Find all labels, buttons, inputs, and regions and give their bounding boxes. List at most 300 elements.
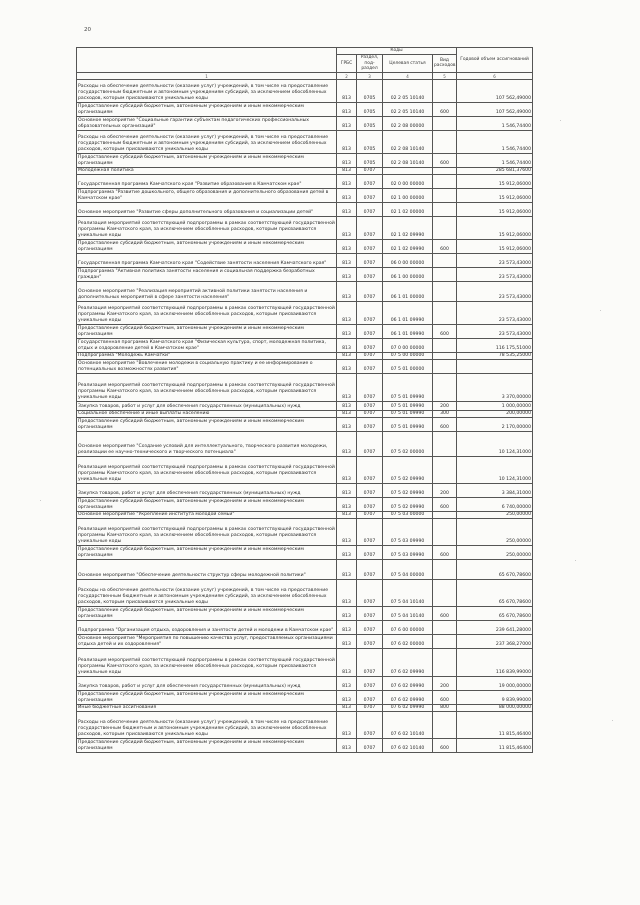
- row-target: 07 5 02 00000: [383, 431, 433, 456]
- row-amount: 15 912,06000: [457, 239, 533, 253]
- table-row: [77, 167, 533, 174]
- table-row: [77, 102, 533, 116]
- row-vr: [433, 648, 457, 676]
- header-name-cell: [77, 48, 337, 73]
- row-target: 06 1 01 00000: [383, 281, 433, 301]
- row-grbs: 813: [337, 545, 357, 559]
- row-grbs: 813: [337, 253, 357, 267]
- scan-speck: [560, 120, 561, 121]
- row-grbs: 813: [337, 188, 357, 202]
- row-amount: 237 368,27000: [457, 634, 533, 648]
- row-section: 0707: [357, 511, 383, 518]
- row-section: 0705: [357, 130, 383, 153]
- table-row: [77, 359, 533, 373]
- row-amount: 250,00000: [457, 518, 533, 545]
- table-row: [77, 497, 533, 511]
- row-name: Предоставление субсидий бюджетным, автономным учреждениям и иным некоммерческим организациям: [77, 239, 337, 253]
- row-grbs: 813: [337, 511, 357, 518]
- row-section: 0707: [357, 620, 383, 634]
- row-grbs: 813: [337, 704, 357, 711]
- row-vr: [433, 281, 457, 301]
- row-name: Предоставление субсидий бюджетным, автономным учреждениям и иным некоммерческим организациям: [77, 153, 337, 167]
- row-name: Реализация мероприятий соответствующей подпрограммы в рамках соответствующей государственной программы Камчатского края, за исключением обособленных расходов, которым присваиваются уникальные коды: [77, 456, 337, 483]
- row-name: Основное мероприятие "Мероприятия по повышению качества услуг, предоставляемых организациями отдыха детей и их оздоровления": [77, 634, 337, 648]
- col-number: 3: [357, 72, 383, 79]
- row-name: Основное мероприятие "Развитие сферы дополнительного образования и социализации детей": [77, 202, 337, 216]
- row-target: 07 0 00 00000: [383, 338, 433, 352]
- table-row: [77, 253, 533, 267]
- header-section: Раздел, под-раздел: [357, 55, 383, 73]
- row-section: 0705: [357, 153, 383, 167]
- row-grbs: 813: [337, 281, 357, 301]
- table-row: [77, 738, 533, 752]
- col-number: 5: [433, 72, 457, 79]
- scan-speck: [612, 720, 613, 721]
- row-vr: [433, 711, 457, 738]
- row-grbs: 813: [337, 518, 357, 545]
- row-section: 0705: [357, 102, 383, 116]
- row-grbs: 813: [337, 579, 357, 606]
- row-name: Расходы на обеспечение деятельности (оказание услуг) учреждений, в том числе на предоставление государственным бюджетным и автономным учреждениям субсидий, за исключением обособленных расходов, которым присваиваются уникальные коды: [77, 711, 337, 738]
- header-amount: Годовой объем ассигнований: [457, 48, 533, 73]
- row-target: 07 5 03 09990: [383, 545, 433, 559]
- row-name: Предоставление субсидий бюджетным, автономным учреждениям и иным некоммерческим организациям: [77, 417, 337, 431]
- row-target: 02 2 08 10140: [383, 153, 433, 167]
- row-name: Предоставление субсидий бюджетным, автономным учреждениям и иным некоммерческим организациям: [77, 324, 337, 338]
- row-grbs: 813: [337, 174, 357, 188]
- row-target: 07 6 02 10140: [383, 738, 433, 752]
- row-name: Реализация мероприятий соответствующей подпрограммы в рамках соответствующей государственной программы Камчатского края, за исключением обособленных расходов, которым присваиваются уникальные коды: [77, 518, 337, 545]
- row-name: Расходы на обеспечение деятельности (оказание услуг) учреждений, в том числе на предоставление государственным бюджетным и автономным учреждениям субсидий, за исключением обособленных расходов, которым присваиваются уникальные коды: [77, 79, 337, 102]
- table-row: [77, 130, 533, 153]
- row-grbs: 813: [337, 267, 357, 281]
- row-section: 0707: [357, 338, 383, 352]
- header-grbs: ГРБС: [337, 55, 357, 73]
- row-target: 07 6 02 09990: [383, 704, 433, 711]
- row-target: 02 1 00 00000: [383, 188, 433, 202]
- row-vr: [433, 518, 457, 545]
- row-name: Реализация мероприятий соответствующей подпрограммы в рамках соответствующей государственной программы Камчатского края, за исключением обособленных расходов, которым присваиваются уникальные коды: [77, 301, 337, 324]
- row-vr: [433, 130, 457, 153]
- table-row: [77, 676, 533, 690]
- row-name: Предоставление субсидий бюджетным, автономным учреждениям и иным некоммерческим организациям: [77, 545, 337, 559]
- table-row: [77, 373, 533, 401]
- row-amount: 9 839,99000: [457, 690, 533, 704]
- table-row: [77, 188, 533, 202]
- row-vr: [433, 216, 457, 239]
- row-name: Реализация мероприятий соответствующей подпрограммы в рамках соответствующей государственной программы Камчатского края, за исключением обособленных расходов, которым присваиваются уникальные коды: [77, 373, 337, 401]
- row-target: 07 5 00 00000: [383, 352, 433, 359]
- row-name: Основное мероприятие "Социальные гарантии субъектам педагогических профессиональных образовательных организаций": [77, 116, 337, 130]
- table-row: [77, 690, 533, 704]
- table-row: [77, 620, 533, 634]
- row-target: 07 5 01 09990: [383, 373, 433, 401]
- row-amount: 23 573,43000: [457, 301, 533, 324]
- row-section: 0707: [357, 579, 383, 606]
- table-row: [77, 606, 533, 620]
- row-grbs: 813: [337, 239, 357, 253]
- row-target: [383, 167, 433, 174]
- row-target: 02 2 05 10140: [383, 102, 433, 116]
- row-name: Государственная программа Камчатского края "Физическая культура, спорт, молодежная политика, отдых и оздоровление детей в Камчатском крае": [77, 338, 337, 352]
- row-name: Молодежная политика: [77, 167, 337, 174]
- page-number: 20: [84, 27, 91, 33]
- row-amount: 10 124,31000: [457, 431, 533, 456]
- row-amount: 11 815,46400: [457, 711, 533, 738]
- row-amount: 23 573,43000: [457, 253, 533, 267]
- row-name: Реализация мероприятий соответствующей подпрограммы в рамках соответствующей государственной программы Камчатского края, за исключением обособленных расходов, которым присваиваются уникальные коды: [77, 216, 337, 239]
- row-vr: [433, 79, 457, 102]
- row-section: 0707: [357, 711, 383, 738]
- row-amount: 23 573,43000: [457, 267, 533, 281]
- row-vr: [433, 267, 457, 281]
- row-grbs: 813: [337, 102, 357, 116]
- table-row: [77, 579, 533, 606]
- row-vr: 600: [433, 738, 457, 752]
- row-target: 02 2 05 10140: [383, 79, 433, 102]
- row-section: 0707: [357, 497, 383, 511]
- row-target: 07 6 02 09990: [383, 676, 433, 690]
- row-name: Основное мероприятие "Обеспечение деятельности структур сферы молодежной политики": [77, 559, 337, 579]
- row-target: 07 5 01 00000: [383, 359, 433, 373]
- row-name: Предоставление субсидий бюджетным, автономным учреждениям и иным некоммерческим организациям: [77, 738, 337, 752]
- row-vr: [433, 253, 457, 267]
- row-name: Социальное обеспечение и иные выплаты населению: [77, 410, 337, 417]
- header-codes: Коды: [337, 48, 457, 55]
- row-name: Реализация мероприятий соответствующей подпрограммы в рамках соответствующей государственной программы Камчатского края, за исключением обособленных расходов, которым присваиваются уникальные коды: [77, 648, 337, 676]
- row-vr: 300: [433, 410, 457, 417]
- row-section: 0707: [357, 559, 383, 579]
- row-vr: [433, 338, 457, 352]
- row-vr: 600: [433, 606, 457, 620]
- row-section: 0705: [357, 116, 383, 130]
- row-grbs: 813: [337, 690, 357, 704]
- row-grbs: 813: [337, 410, 357, 417]
- row-section: 0707: [357, 431, 383, 456]
- row-amount: 1 546,74400: [457, 130, 533, 153]
- row-name: Закупка товаров, работ и услуг для обеспечения государственных (муниципальных) нужд: [77, 676, 337, 690]
- row-name: Подпрограмма "Организация отдыха, оздоровления и занятости детей и молодежи в Камчатском крае": [77, 620, 337, 634]
- row-target: 07 5 03 00000: [383, 511, 433, 518]
- row-target: 07 5 01 09990: [383, 401, 433, 410]
- row-section: 0707: [357, 634, 383, 648]
- row-vr: [433, 116, 457, 130]
- row-section: 0707: [357, 704, 383, 711]
- table-row: [77, 518, 533, 545]
- row-name: Закупка товаров, работ и услуг для обеспечения государственных (муниципальных) нужд: [77, 483, 337, 497]
- row-grbs: 813: [337, 620, 357, 634]
- row-section: 0707: [357, 359, 383, 373]
- table-row: [77, 116, 533, 130]
- row-amount: 107 562,49000: [457, 102, 533, 116]
- row-section: 0707: [357, 401, 383, 410]
- scan-speck: [600, 310, 601, 311]
- row-grbs: 813: [337, 676, 357, 690]
- row-vr: [433, 174, 457, 188]
- table-row: [77, 483, 533, 497]
- row-target: 07 5 02 09990: [383, 456, 433, 483]
- row-target: 02 1 02 09990: [383, 239, 433, 253]
- row-amount: 15 912,06000: [457, 216, 533, 239]
- row-grbs: 813: [337, 373, 357, 401]
- row-grbs: 813: [337, 116, 357, 130]
- row-vr: [433, 559, 457, 579]
- row-amount: 11 815,46400: [457, 738, 533, 752]
- row-vr: [433, 301, 457, 324]
- row-vr: [433, 359, 457, 373]
- row-target: 07 6 02 09990: [383, 648, 433, 676]
- row-grbs: 813: [337, 648, 357, 676]
- table-row: [77, 648, 533, 676]
- header-target: Целевая статья: [383, 55, 433, 73]
- row-target: 07 5 04 00000: [383, 559, 433, 579]
- row-section: 0707: [357, 267, 383, 281]
- row-section: 0707: [357, 216, 383, 239]
- table-row: [77, 281, 533, 301]
- row-vr: [433, 352, 457, 359]
- row-grbs: 813: [337, 167, 357, 174]
- row-vr: 200: [433, 676, 457, 690]
- row-section: 0707: [357, 324, 383, 338]
- row-amount: 15 912,06000: [457, 188, 533, 202]
- budget-table: [76, 47, 533, 753]
- row-section: 0707: [357, 417, 383, 431]
- row-vr: [433, 456, 457, 483]
- row-name: Государственная программа Камчатского края "Содействие занятости населения Камчатского края": [77, 253, 337, 267]
- col-number: 6: [457, 72, 533, 79]
- row-target: 07 6 02 10140: [383, 711, 433, 738]
- row-amount: 78 535,25000: [457, 352, 533, 359]
- row-grbs: 813: [337, 79, 357, 102]
- row-vr: 800: [433, 704, 457, 711]
- row-amount: 23 573,43000: [457, 324, 533, 338]
- row-target: 02 2 08 10140: [383, 130, 433, 153]
- row-vr: 600: [433, 153, 457, 167]
- row-amount: 23 573,43000: [457, 281, 533, 301]
- table-row: [77, 239, 533, 253]
- table-row: [77, 634, 533, 648]
- row-grbs: 813: [337, 456, 357, 483]
- row-grbs: 813: [337, 338, 357, 352]
- row-vr: [433, 431, 457, 456]
- row-amount: 285 681,37600: [457, 167, 533, 174]
- row-section: 0707: [357, 373, 383, 401]
- col-number: 2: [337, 72, 357, 79]
- row-grbs: 813: [337, 559, 357, 579]
- row-grbs: 813: [337, 711, 357, 738]
- row-vr: [433, 373, 457, 401]
- table-row: [77, 153, 533, 167]
- row-grbs: 813: [337, 417, 357, 431]
- row-vr: 600: [433, 417, 457, 431]
- row-section: 0707: [357, 690, 383, 704]
- row-vr: [433, 167, 457, 174]
- row-amount: 1 546,74400: [457, 116, 533, 130]
- row-section: 0707: [357, 188, 383, 202]
- table-body: [77, 79, 533, 752]
- header-vr: Вид расходов: [433, 55, 457, 73]
- table-row: [77, 174, 533, 188]
- row-vr: 200: [433, 483, 457, 497]
- row-target: 07 5 04 10140: [383, 606, 433, 620]
- row-section: 0707: [357, 410, 383, 417]
- row-grbs: 813: [337, 324, 357, 338]
- row-target: 06 1 01 09990: [383, 324, 433, 338]
- row-target: 02 2 08 00000: [383, 116, 433, 130]
- row-section: 0707: [357, 239, 383, 253]
- row-amount: 19 000,00000: [457, 676, 533, 690]
- row-grbs: 813: [337, 153, 357, 167]
- row-section: 0707: [357, 545, 383, 559]
- row-name: Предоставление субсидий бюджетным, автономным учреждениям и иным некоммерческим организациям: [77, 102, 337, 116]
- row-target: 07 5 03 09990: [383, 518, 433, 545]
- row-grbs: 813: [337, 352, 357, 359]
- row-amount: [457, 359, 533, 373]
- row-amount: 250,00000: [457, 545, 533, 559]
- row-section: 0707: [357, 281, 383, 301]
- row-grbs: 813: [337, 634, 357, 648]
- row-grbs: 813: [337, 431, 357, 456]
- row-target: 07 5 01 09990: [383, 417, 433, 431]
- row-target: 02 1 02 09990: [383, 216, 433, 239]
- row-section: 0707: [357, 518, 383, 545]
- row-name: Расходы на обеспечение деятельности (оказание услуг) учреждений, в том числе на предоставление государственным бюджетным и автономным учреждениям субсидий, за исключением обособленных расходов, которым присваиваются уникальные коды: [77, 130, 337, 153]
- row-target: 02 1 02 00000: [383, 202, 433, 216]
- row-amount: 200,00000: [457, 410, 533, 417]
- row-grbs: 813: [337, 606, 357, 620]
- table-row: [77, 456, 533, 483]
- row-name: Государственная программа Камчатского края "Развитие образования в Камчатском крае": [77, 174, 337, 188]
- row-vr: 600: [433, 690, 457, 704]
- row-vr: 600: [433, 102, 457, 116]
- table-row: [77, 338, 533, 352]
- row-name: Расходы на обеспечение деятельности (оказание услуг) учреждений, в том числе на предоставление государственным бюджетным и автономным учреждениям субсидий, за исключением обособленных расходов, которым присваиваются уникальные коды: [77, 579, 337, 606]
- row-amount: 116 839,99000: [457, 648, 533, 676]
- row-amount: 65 670,78600: [457, 579, 533, 606]
- table-row: [77, 417, 533, 431]
- row-section: 0707: [357, 456, 383, 483]
- row-vr: 600: [433, 324, 457, 338]
- row-target: 02 0 00 00000: [383, 174, 433, 188]
- row-grbs: 813: [337, 359, 357, 373]
- table-row: [77, 410, 533, 417]
- table-row: [77, 202, 533, 216]
- table-row: [77, 216, 533, 239]
- row-amount: 116 175,51000: [457, 338, 533, 352]
- row-name: Подпрограмма "Развитие дошкольного, общего образования и дополнительного образования детей в Камчатском крае": [77, 188, 337, 202]
- row-name: Основное мероприятие "Реализация мероприятий активной политики занятости населения и дополнительных мероприятий в сфере занятости населения": [77, 281, 337, 301]
- row-amount: 6 740,00000: [457, 497, 533, 511]
- row-vr: [433, 579, 457, 606]
- row-vr: [433, 634, 457, 648]
- table-row: [77, 704, 533, 711]
- row-section: 0707: [357, 202, 383, 216]
- row-section: 0707: [357, 253, 383, 267]
- row-grbs: 813: [337, 483, 357, 497]
- row-vr: [433, 511, 457, 518]
- row-name: Основное мероприятие "Вовлечение молодежи в социальную практику и ее информирование о потенциальных возможностях развития": [77, 359, 337, 373]
- row-amount: 107 562,49000: [457, 79, 533, 102]
- row-section: 0707: [357, 738, 383, 752]
- row-amount: 15 912,06000: [457, 174, 533, 188]
- row-section: 0707: [357, 167, 383, 174]
- row-amount: 88 000,00000: [457, 704, 533, 711]
- row-name: Предоставление субсидий бюджетным, автономным учреждениям и иным некоммерческим организациям: [77, 690, 337, 704]
- row-vr: [433, 188, 457, 202]
- table-row: [77, 267, 533, 281]
- row-amount: 3 370,00000: [457, 373, 533, 401]
- row-amount: 1 000,00000: [457, 401, 533, 410]
- row-target: 07 5 02 09990: [383, 497, 433, 511]
- row-vr: 600: [433, 497, 457, 511]
- row-grbs: 813: [337, 202, 357, 216]
- row-vr: [433, 202, 457, 216]
- row-name: Основное мероприятие "Создание условий для интеллектуального, творческого развития молодежи, реализации ее научно-технического и творческого потенциала": [77, 431, 337, 456]
- scan-speck: [575, 560, 576, 561]
- row-target: 06 0 00 00000: [383, 253, 433, 267]
- table-row: [77, 511, 533, 518]
- row-grbs: 813: [337, 738, 357, 752]
- table-row: [77, 431, 533, 456]
- row-amount: 10 124,31000: [457, 456, 533, 483]
- row-amount: 2 170,00000: [457, 417, 533, 431]
- row-amount: 239 641,28000: [457, 620, 533, 634]
- row-section: 0707: [357, 483, 383, 497]
- row-grbs: 813: [337, 301, 357, 324]
- row-section: 0705: [357, 79, 383, 102]
- row-grbs: 813: [337, 497, 357, 511]
- table-row: [77, 559, 533, 579]
- row-target: 06 1 00 00000: [383, 267, 433, 281]
- table-row: [77, 301, 533, 324]
- row-name: Подпрограмма "Активная политика занятости населения и социальная поддержка безработных граждан": [77, 267, 337, 281]
- row-target: 06 1 01 09990: [383, 301, 433, 324]
- row-name: Закупка товаров, работ и услуг для обеспечения государственных (муниципальных) нужд: [77, 401, 337, 410]
- row-amount: 3 384,31000: [457, 483, 533, 497]
- row-amount: 15 912,06000: [457, 202, 533, 216]
- row-grbs: 813: [337, 130, 357, 153]
- row-grbs: 813: [337, 216, 357, 239]
- row-vr: [433, 620, 457, 634]
- row-section: 0707: [357, 606, 383, 620]
- table-row: [77, 79, 533, 102]
- row-name: Иные бюджетные ассигнования: [77, 704, 337, 711]
- row-target: 07 5 04 10140: [383, 579, 433, 606]
- row-name: Предоставление субсидий бюджетным, автономным учреждениям и иным некоммерческим организациям: [77, 497, 337, 511]
- row-vr: 600: [433, 239, 457, 253]
- table-row: [77, 352, 533, 359]
- row-section: 0707: [357, 352, 383, 359]
- table-row: [77, 401, 533, 410]
- row-target: 07 5 02 09990: [383, 483, 433, 497]
- col-number: 4: [383, 72, 433, 79]
- row-amount: 65 670,78600: [457, 559, 533, 579]
- scan-speck: [40, 500, 41, 501]
- row-amount: 250,00000: [457, 511, 533, 518]
- col-number: 1: [77, 72, 337, 79]
- row-section: 0707: [357, 648, 383, 676]
- row-target: 07 6 02 09990: [383, 690, 433, 704]
- row-grbs: 813: [337, 401, 357, 410]
- row-section: 0707: [357, 301, 383, 324]
- row-target: 07 6 02 00000: [383, 634, 433, 648]
- row-amount: 65 670,78600: [457, 606, 533, 620]
- row-vr: 600: [433, 545, 457, 559]
- row-target: 07 6 00 00000: [383, 620, 433, 634]
- row-name: Основное мероприятие "Укрепление института молодой семьи": [77, 511, 337, 518]
- row-vr: 200: [433, 401, 457, 410]
- row-name: Подпрограмма "Молодежь Камчатки": [77, 352, 337, 359]
